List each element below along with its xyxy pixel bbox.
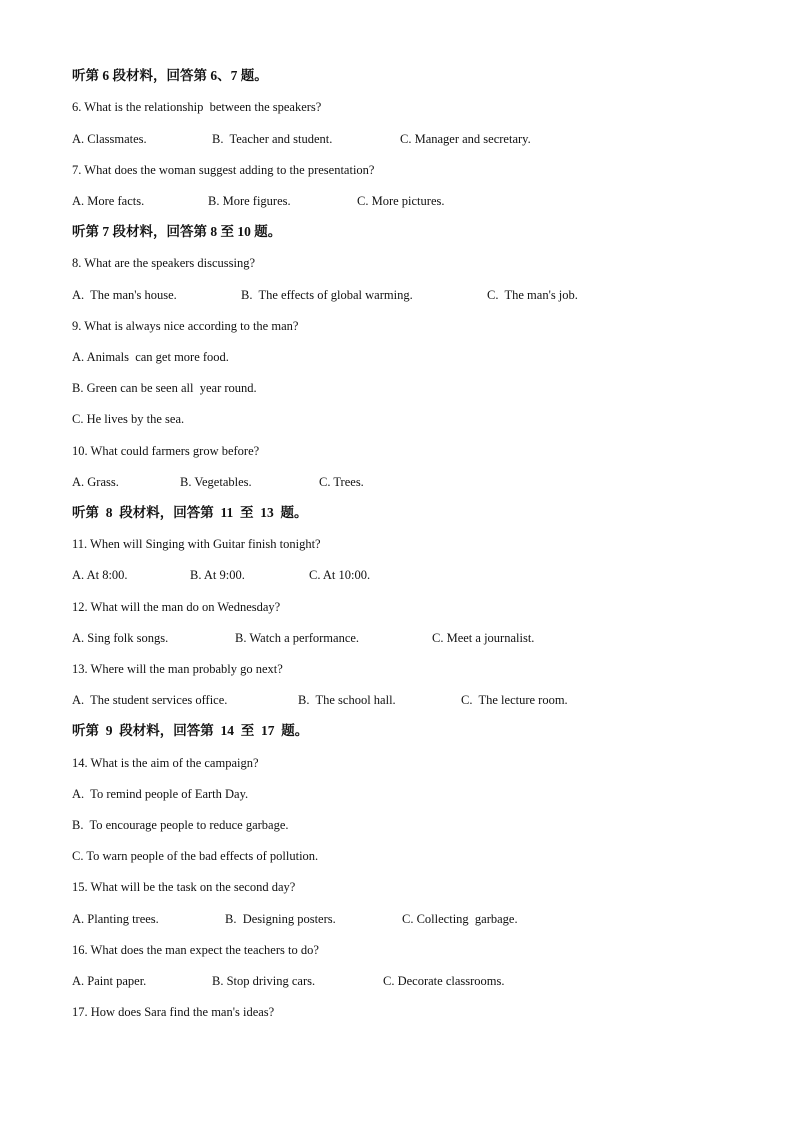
question-text: 13. Where will the man probably go next?	[72, 662, 283, 676]
question-text: 9. What is always nice according to the man?	[72, 319, 299, 333]
question-text: 17. How does Sara find the man's ideas?	[72, 1005, 275, 1019]
section-heading: 听第 9 段材料，回答第 14 至 17 题。	[72, 723, 309, 738]
question-text: 12. What will the man do on Wednesday?	[72, 600, 281, 614]
option-a: A. Planting trees.	[72, 912, 159, 926]
option-b: B. At 9:00.	[190, 568, 245, 582]
question-text: 6. What is the relationship between the speakers?	[72, 100, 322, 114]
option-b: B. Vegetables.	[180, 475, 252, 489]
section-heading: 听第 6 段材料，回答第 6、7 题。	[72, 68, 268, 83]
option-c: C. More pictures.	[357, 194, 445, 208]
question-text: 16. What does the man expect the teachers to do?	[72, 943, 319, 957]
option-c: C. The man's job.	[487, 288, 578, 302]
option-b: B. Watch a performance.	[235, 631, 360, 645]
question-text: 15. What will be the task on the second day?	[72, 880, 296, 894]
option-c: C. Collecting garbage.	[402, 912, 518, 926]
option-a: A. Grass.	[72, 475, 119, 489]
option-c: C. Decorate classrooms.	[383, 974, 505, 988]
section-heading: 听第 8 段材料，回答第 11 至 13 题。	[72, 505, 308, 520]
option-a: A. The man's house.	[72, 288, 177, 302]
option-c: C. Meet a journalist.	[432, 631, 535, 645]
option-a: A. Classmates.	[72, 132, 147, 146]
option-a: A. Sing folk songs.	[72, 631, 169, 645]
option-c: C. Trees.	[319, 475, 364, 489]
question-text: 14. What is the aim of the campaign?	[72, 756, 259, 770]
option-b: B. Stop driving cars.	[212, 974, 316, 988]
option-a: A. At 8:00.	[72, 568, 128, 582]
question-text: 8. What are the speakers discussing?	[72, 256, 256, 270]
option-b: B. More figures.	[208, 194, 291, 208]
option-a: A. The student services office.	[72, 693, 228, 707]
option-c: C. To warn people of the bad effects of pollution.	[72, 849, 319, 863]
question-text: 7. What does the woman suggest adding to the presentation?	[72, 163, 375, 177]
option-b: B. Green can be seen all year round.	[72, 381, 257, 395]
option-a: A. Paint paper.	[72, 974, 147, 988]
question-text: 11. When will Singing with Guitar finish tonight?	[72, 537, 321, 551]
option-b: B. The effects of global warming.	[241, 288, 413, 302]
option-b: B. The school hall.	[298, 693, 396, 707]
option-a: A. Animals can get more food.	[72, 350, 229, 364]
option-b: B. Designing posters.	[225, 912, 336, 926]
option-b: B. To encourage people to reduce garbage.	[72, 818, 289, 832]
option-a: A. To remind people of Earth Day.	[72, 787, 249, 801]
option-a: A. More facts.	[72, 194, 145, 208]
question-text: 10. What could farmers grow before?	[72, 444, 260, 458]
option-c: C. The lecture room.	[461, 693, 568, 707]
option-b: B. Teacher and student.	[212, 132, 333, 146]
option-c: C. At 10:00.	[309, 568, 371, 582]
option-c: C. He lives by the sea.	[72, 412, 185, 426]
section-heading: 听第 7 段材料，回答第 8 至 10 题。	[72, 224, 282, 239]
option-c: C. Manager and secretary.	[400, 132, 531, 146]
